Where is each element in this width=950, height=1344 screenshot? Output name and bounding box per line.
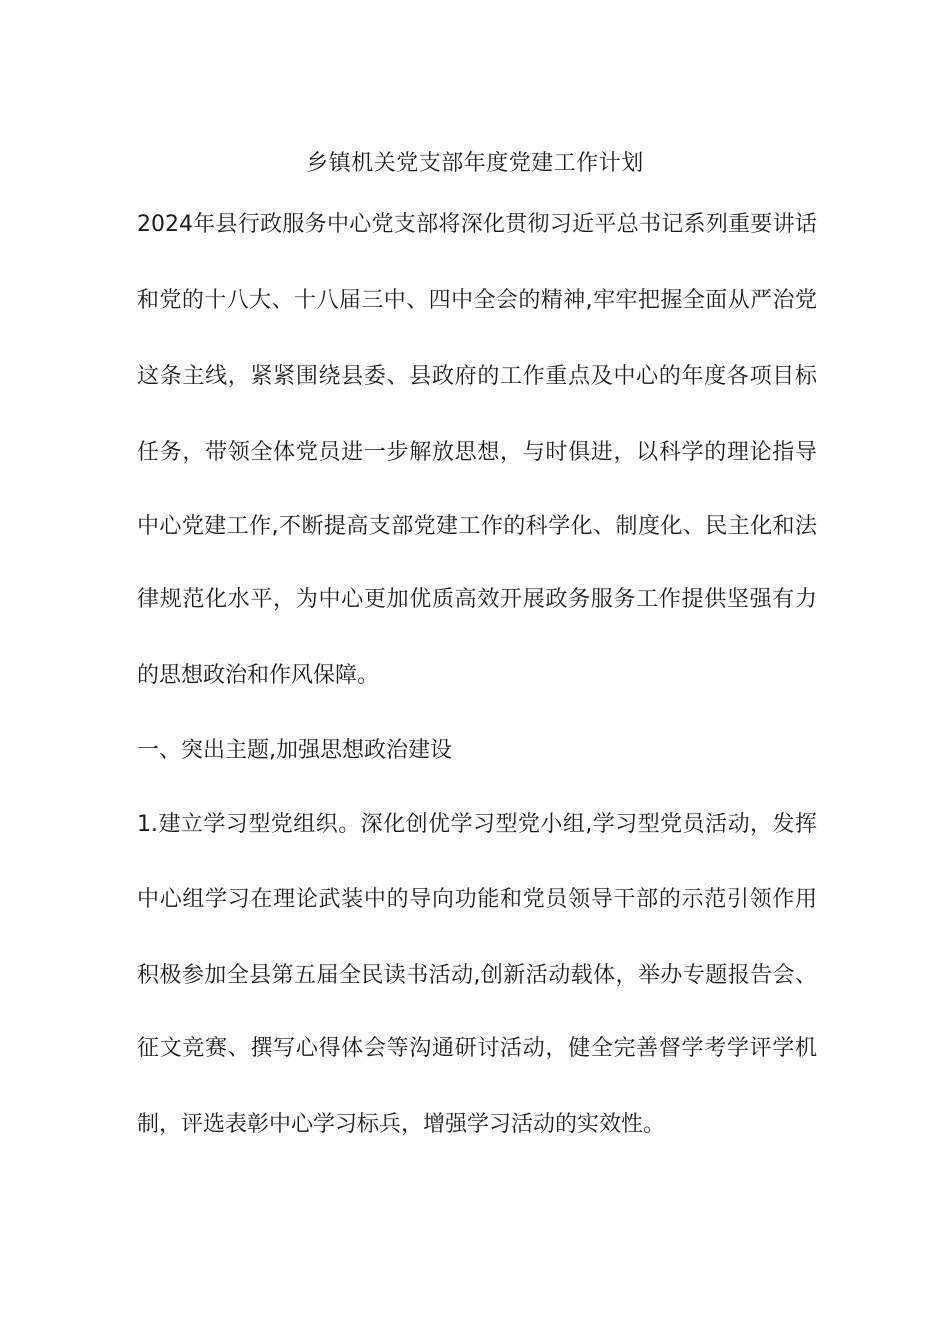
paragraph-line: 2024年县行政服务中心党支部将深化贯彻习近平总书记系列重要讲话 <box>137 212 817 237</box>
paragraph-line: 积极参加全县第五届全民读书活动,创新活动载体，举办专题报告会、 <box>137 963 817 988</box>
paragraph-line: 制，评选表彰中心学习标兵，增强学习活动的实效性。 <box>137 1112 666 1137</box>
paragraph-line: 1.建立学习型党组织。深化创优学习型党小组,学习型党员活动，发挥 <box>137 812 817 837</box>
paragraph-line: 这条主线，紧紧围绕县委、县政府的工作重点及中心的年度各项目标 <box>137 364 817 389</box>
paragraph-line: 征文竞赛、撰写心得体会等沟通研讨活动，健全完善督学考学评学机 <box>137 1036 817 1061</box>
document-title: 乡镇机关党支部年度党建工作计划 <box>306 151 644 176</box>
paragraph-line: 的思想政治和作风保障。 <box>137 663 380 688</box>
paragraph-line: 中心组学习在理论武装中的导向功能和党员领导干部的示范引领作用 <box>137 887 817 912</box>
paragraph-line: 和党的十八大、十八届三中、四中全会的精神,牢牢把握全面从严治党 <box>137 288 817 313</box>
section-heading: 一、突出主题,加强思想政治建设 <box>137 738 452 763</box>
paragraph-line: 律规范化水平，为中心更加优质高效开展政务服务工作提供坚强有力 <box>137 587 817 612</box>
paragraph-line: 任务，带领全体党员进一步解放思想，与时俱进，以科学的理论指导 <box>137 440 817 465</box>
paragraph-line: 中心党建工作,不断提高支部党建工作的科学化、制度化、民主化和法 <box>137 514 817 539</box>
